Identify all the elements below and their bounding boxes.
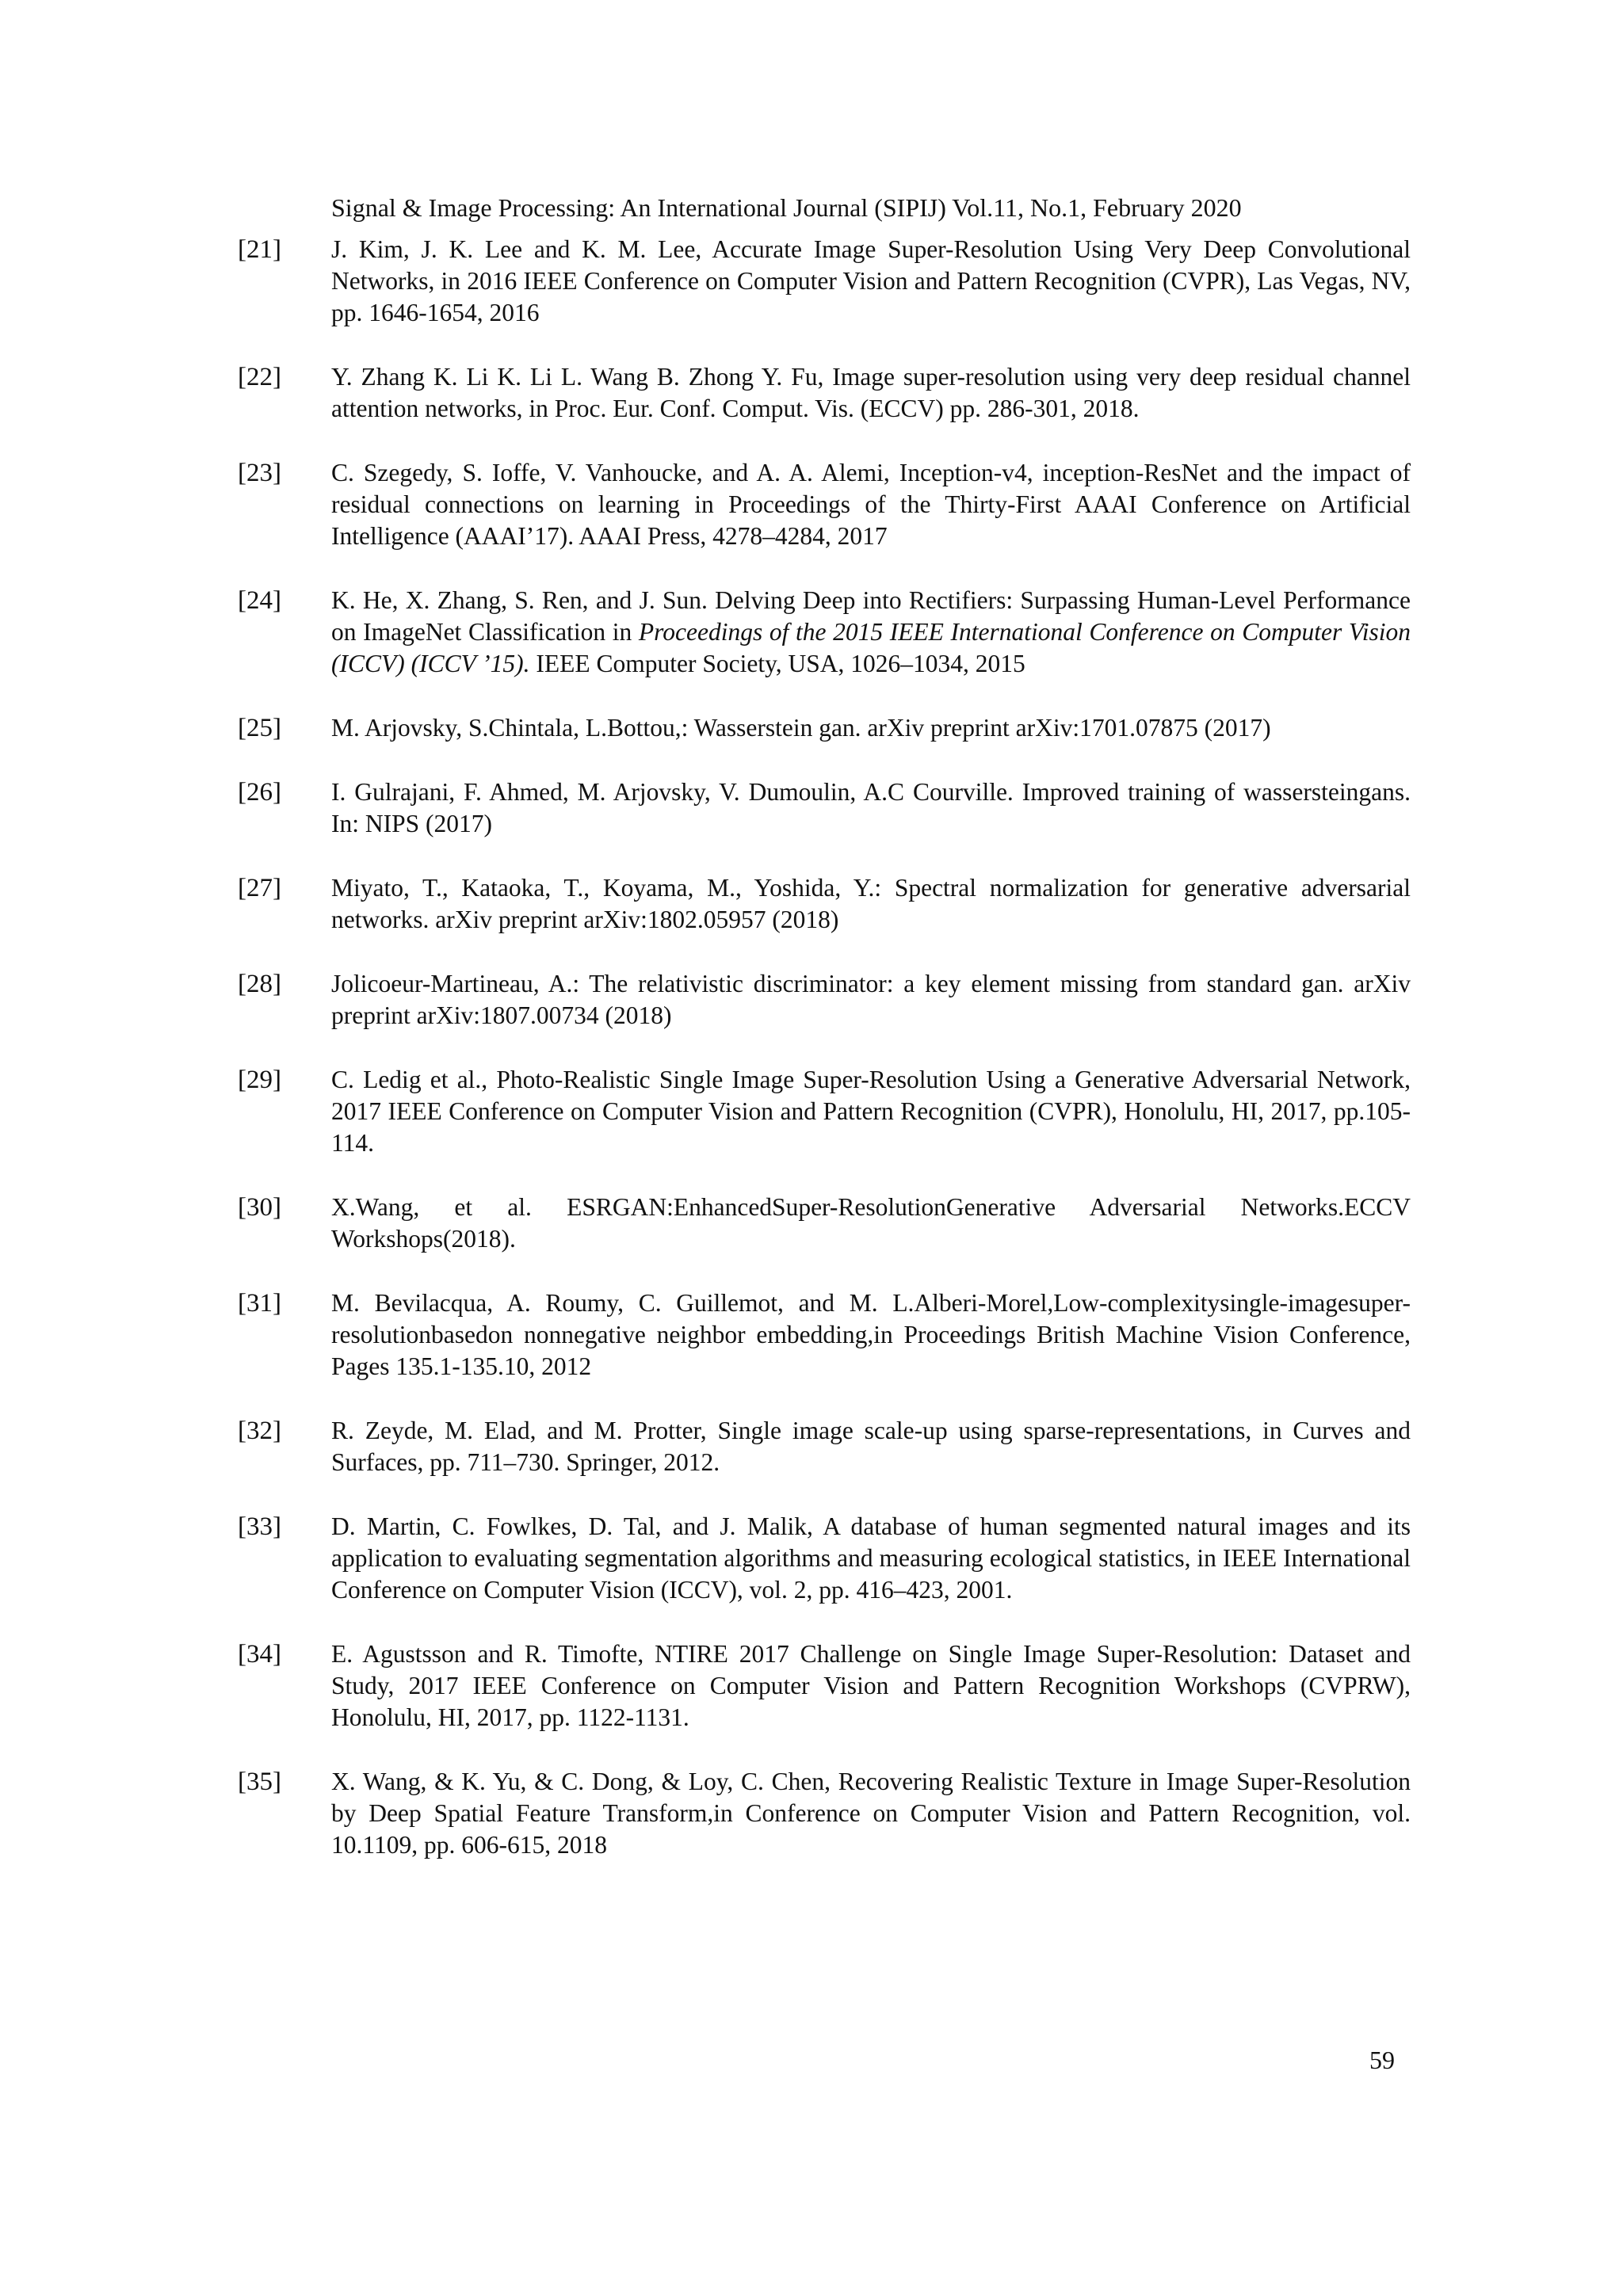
reference-number: [30] (238, 1193, 281, 1222)
reference-text: X. Wang, & K. Yu, & C. Dong, & Loy, C. Chen, Recovering Realistic Texture in Image Super-Resolution by Deep Spatial Feature Transform,in Conference on Computer Vision and Pattern Recognition, vol. 10.1109, pp. 606-615, 2018 (331, 1768, 1411, 1859)
reference-number: [32] (238, 1417, 281, 1445)
reference-number: [25] (238, 714, 281, 742)
reference-text: Y. Zhang K. Li K. Li L. Wang B. Zhong Y. Fu, Image super-resolution using very deep residual channel attention networks, in Proc. Eur. Conf. Comput. Vis. (ECCV) pp. 286-301, 2018. (331, 363, 1411, 422)
reference-item (238, 1766, 1411, 1861)
reference-number: [22] (238, 363, 281, 391)
reference-number: [35] (238, 1768, 281, 1796)
reference-item (238, 1511, 1411, 1606)
reference-text: C. Ledig et al., Photo-Realistic Single Image Super-Resolution Using a Generative Adversarial Network, 2017 IEEE Conference on Computer Vision and Pattern Recognition (CVPR), Honolulu, HI, 2017, pp.105-114. (331, 1066, 1411, 1157)
running-header: Signal & Image Processing: An International Journal (SIPIJ) Vol.11, No.1, February 2020 (331, 193, 1242, 222)
reference-number: [24] (238, 586, 281, 615)
reference-text-italic: Proceedings of the 2015 IEEE International Conference on Computer Vision (ICCV) (ICCV ’15). (331, 618, 1411, 677)
reference-item (238, 1415, 1411, 1478)
reference-number: [26] (238, 778, 281, 807)
reference-number: [31] (238, 1289, 281, 1318)
reference-item (238, 872, 1411, 936)
reference-text: C. Szegedy, S. Ioffe, V. Vanhoucke, and A. A. Alemi, Inception-v4, inception-ResNet and the impact of residual connections on learning in Proceedings of the Thirty-First AAAI Conference on Artificial Intelligence (AAAI’17). AAAI Press, 4278–4284, 2017 (331, 459, 1411, 550)
reference-text: E. Agustsson and R. Timofte, NTIRE 2017 Challenge on Single Image Super-Resolution: Dataset and Study, 2017 IEEE Conference on Computer Vision and Pattern Recognition Workshops (CVPRW), Honolulu, HI, 2017, pp. 1122-1131. (331, 1640, 1411, 1731)
reference-text: D. Martin, C. Fowlkes, D. Tal, and J. Malik, A database of human segmented natural images and its application to evaluating segmentation algorithms and measuring ecological statistics, in IEEE International Conference on Computer Vision (ICCV), vol. 2, pp. 416–423, 2001. (331, 1512, 1411, 1604)
reference-number: [34] (238, 1640, 281, 1669)
reference-item (238, 1287, 1411, 1383)
reference-number: [23] (238, 459, 281, 487)
reference-text: Miyato, T., Kataoka, T., Koyama, M., Yoshida, Y.: Spectral normalization for generative adversarial networks. arXiv preprint arXiv:1802.05957 (2018) (331, 874, 1411, 933)
reference-text-part: IEEE Computer Society, USA, 1026–1034, 2015 (529, 650, 1025, 677)
page-number: 59 (1369, 2046, 1395, 2074)
reference-text: M. Arjovsky, S.Chintala, L.Bottou,: Wasserstein gan. arXiv preprint arXiv:1701.07875 (2017) (331, 714, 1271, 742)
reference-item (238, 1064, 1411, 1159)
reference-text: J. Kim, J. K. Lee and K. M. Lee, Accurate Image Super-Resolution Using Very Deep Convolutional Networks, in 2016 IEEE Conference on Computer Vision and Pattern Recognition (CVPR), Las Vegas, NV, pp. 1646-1654, 2016 (331, 235, 1411, 326)
reference-number: [29] (238, 1066, 281, 1094)
reference-number: [21] (238, 235, 281, 264)
reference-number: [33] (238, 1512, 281, 1541)
reference-item (238, 361, 1411, 425)
reference-item (238, 968, 1411, 1032)
reference-text: M. Bevilacqua, A. Roumy, C. Guillemot, and M. L.Alberi-Morel,Low-complexitysingle-imagesuper-resolutionbasedon nonnegative neighbor embedding,in Proceedings British Machine Vision Conference, Pages 135.1-135.10, 2012 (331, 1289, 1411, 1380)
reference-item (238, 1192, 1411, 1255)
reference-text: R. Zeyde, M. Elad, and M. Protter, Single image scale-up using sparse-representations, in Curves and Surfaces, pp. 711–730. Springer, 2012. (331, 1417, 1411, 1476)
reference-text-part: K. He, X. Zhang, S. Ren, and J. Sun. Delving Deep into Rectifiers: Surpassing Human-Level Performance on ImageNet Classification in (331, 586, 1411, 646)
reference-item (238, 457, 1411, 552)
reference-text: X.Wang, et al. ESRGAN:EnhancedSuper-ResolutionGenerative Adversarial Networks.ECCV Workshops(2018). (331, 1193, 1411, 1253)
reference-item (238, 776, 1411, 840)
reference-number: [28] (238, 970, 281, 998)
reference-number: [27] (238, 874, 281, 902)
reference-item (238, 234, 1411, 329)
reference-list (238, 234, 1411, 1894)
reference-item (238, 712, 1411, 744)
reference-text: Jolicoeur-Martineau, A.: The relativistic discriminator: a key element missing from standard gan. arXiv preprint arXiv:1807.00734 (2018) (331, 970, 1411, 1029)
reference-item (238, 1638, 1411, 1733)
reference-text (331, 585, 1411, 680)
reference-item (238, 585, 1411, 680)
reference-text: I. Gulrajani, F. Ahmed, M. Arjovsky, V. Dumoulin, A.C Courville. Improved training of wassersteingans. In: NIPS (2017) (331, 778, 1411, 837)
